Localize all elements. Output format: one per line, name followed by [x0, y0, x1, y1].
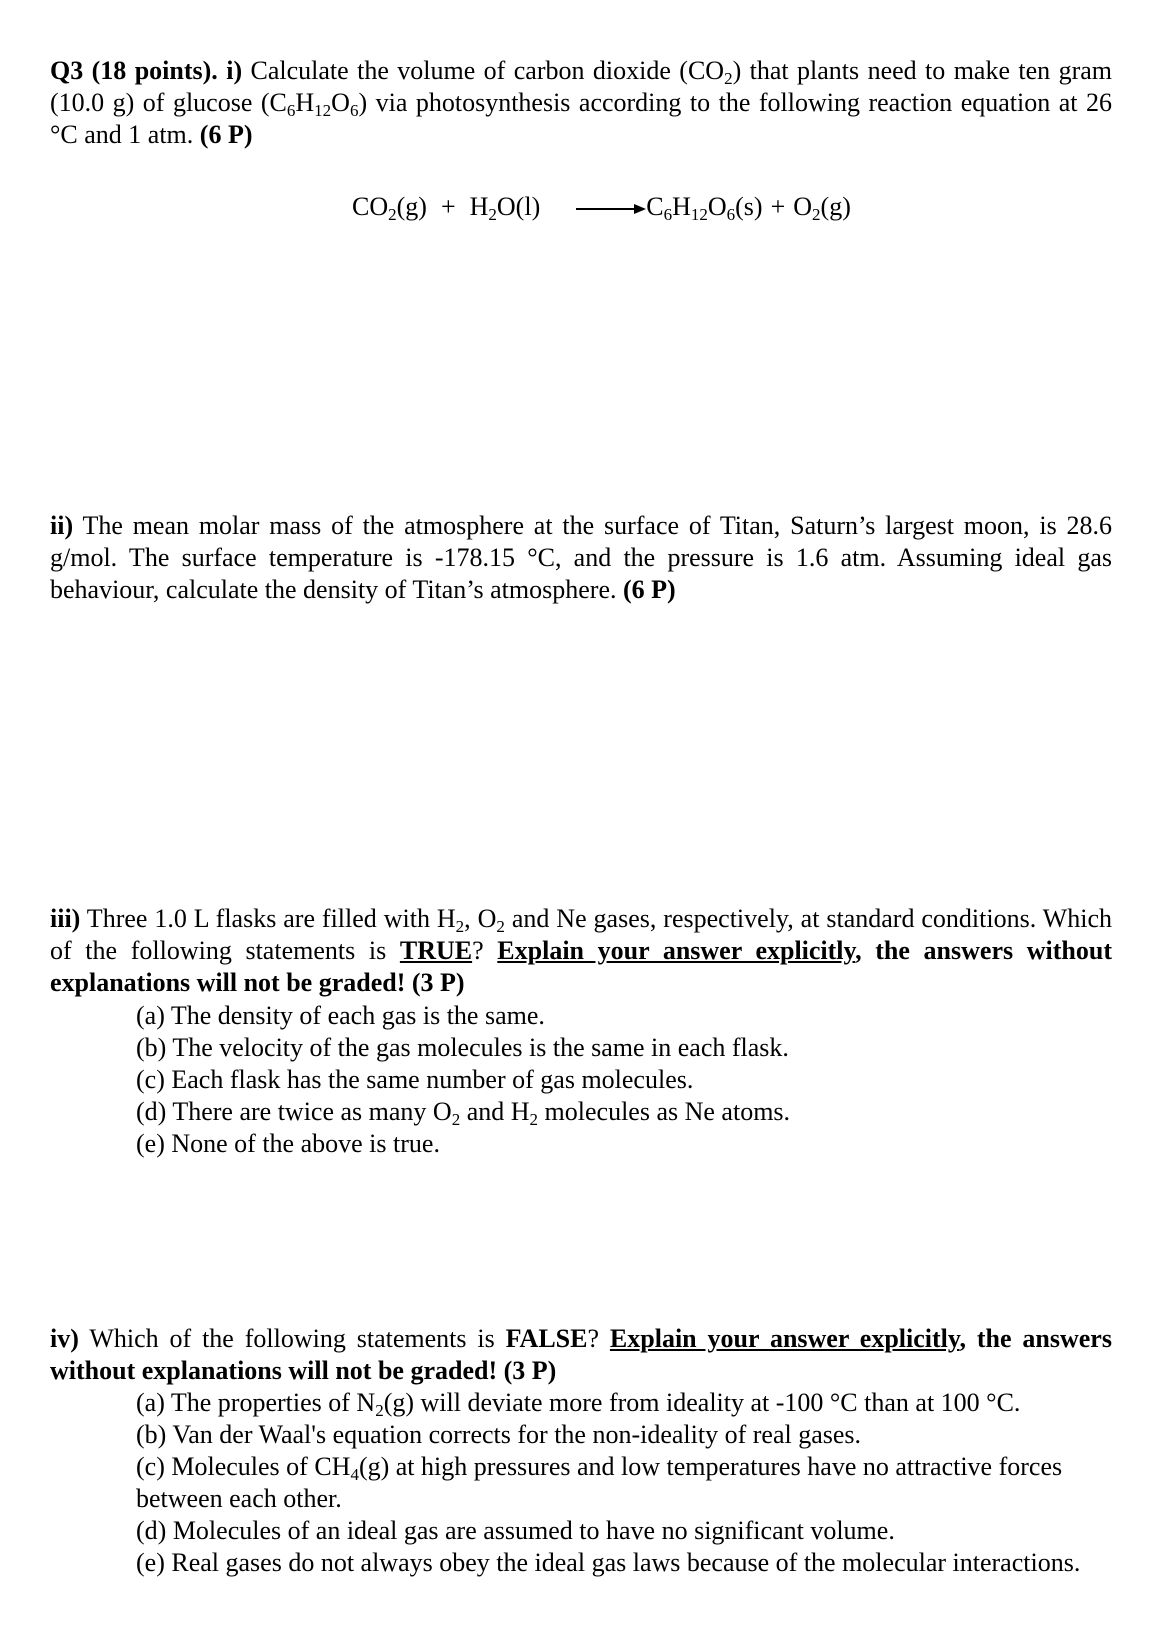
question-heading: Q3 (18 points).: [50, 56, 218, 85]
product-oxygen: $O_2(g)$: [793, 192, 851, 224]
subscript: 2: [724, 69, 733, 88]
part-label: iii): [50, 904, 81, 933]
question-3-part-ii: [50, 510, 1112, 606]
reactant-water: $H_2O(l)$: [469, 192, 541, 224]
question-text: Which of the following statements is: [78, 1324, 506, 1353]
part-label: iv): [50, 1324, 79, 1353]
points-label: (6 P): [623, 575, 676, 604]
subscript: 12: [314, 101, 332, 120]
question-3-part-iv: iv) Which of the following statements is FALSE? Explain your answer explicitly, the answers without explanations will not be graded! (3 P): [50, 1324, 1112, 1385]
subscript: 6: [286, 101, 296, 120]
question-text: ) via photosynthesis according to the following reaction equation at 26 °C and 1 atm.: [50, 88, 1112, 149]
points-label: (6 P): [199, 120, 253, 149]
question-text: and Ne gases, respectively, at standard conditions. Which of the following statements is: [50, 904, 1112, 965]
part-label: ii): [50, 511, 74, 540]
question-text: O: [331, 88, 350, 117]
explain-instruction: Explain your answer explicitly: [609, 1324, 960, 1353]
subscript: 6: [349, 101, 359, 120]
question-text: Three 1.0 L flasks are filled with H: [80, 904, 456, 933]
option-d: (d) Molecules of an ideal gas are assumed to have no significant volume.: [136, 1516, 895, 1545]
question-3-part-i: [50, 55, 1112, 151]
part-iii-options: [136, 1000, 1116, 1160]
question-text: H: [295, 88, 315, 117]
part-iv-options: [136, 1387, 1116, 1579]
option-c: (c) Molecules of $CH_4(g)$ at high pressures and low temperatures have no attractive forces between each other.: [136, 1452, 1063, 1513]
grading-note: , the answers without explanations will not be graded! (3 P): [50, 1324, 1112, 1385]
question-text: , O: [464, 904, 497, 933]
option-a: (a) The properties of $N_2(g)$ will deviate more from ideality at -100 °C than at 100 °C.: [136, 1388, 1021, 1420]
option-a: (a) The density of each gas is the same.: [136, 1001, 545, 1030]
false-keyword: FALSE: [505, 1324, 588, 1353]
true-keyword: TRUE: [399, 936, 473, 965]
option-d: (d) There are twice as many $O_2$ and $H_2$ molecules as Ne atoms.: [136, 1097, 791, 1129]
question-3-part-iii: iii) Three 1.0 L flasks are filled with $H_2$, $O_2$ and Ne gases, respectively, at standard conditions. Which of the following statements is TRUE? Explain your answer explicitly, the answers without explanations will not be graded! (3 P): [50, 904, 1112, 997]
plus-sign: +: [770, 192, 786, 221]
reaction-equation: [352, 190, 851, 224]
plus-sign: +: [440, 192, 456, 221]
option-b: (b) Van der Waal's equation corrects for the non-ideality of real gases.: [136, 1420, 862, 1449]
option-b: (b) The velocity of the gas molecules is the same in each flask.: [136, 1033, 789, 1062]
option-e: (e) Real gases do not always obey the ideal gas laws because of the molecular interactions.: [136, 1548, 1081, 1577]
question-text: ) that plants need to make ten gram (10.0 g) of glucose (C: [50, 56, 1113, 117]
grading-note: , the answers without explanations will not be graded! (3 P): [50, 936, 1112, 997]
option-c: (c) Each flask has the same number of gas molecules.: [136, 1065, 694, 1094]
reactant-co2: $CO_2(g)$: [352, 192, 427, 224]
product-glucose: $C_6H_{12}O_6(s)$: [646, 192, 763, 224]
part-label: i): [226, 56, 243, 85]
reaction-arrow-icon: [576, 190, 646, 224]
option-e: (e) None of the above is true.: [136, 1129, 440, 1158]
question-text: Calculate the volume of carbon dioxide (CO: [242, 56, 725, 85]
question-text: The mean molar mass of the atmosphere at the surface of Titan, Saturn’s largest moon, is 28.6 g/mol. The surface temperature is -178.15 °C, and the pressure is 1.6 atm. Assuming ideal gas behaviour, calculate the density of Titan’s atmosphere.: [50, 511, 1112, 604]
explain-instruction: Explain your answer explicitly: [497, 936, 856, 965]
